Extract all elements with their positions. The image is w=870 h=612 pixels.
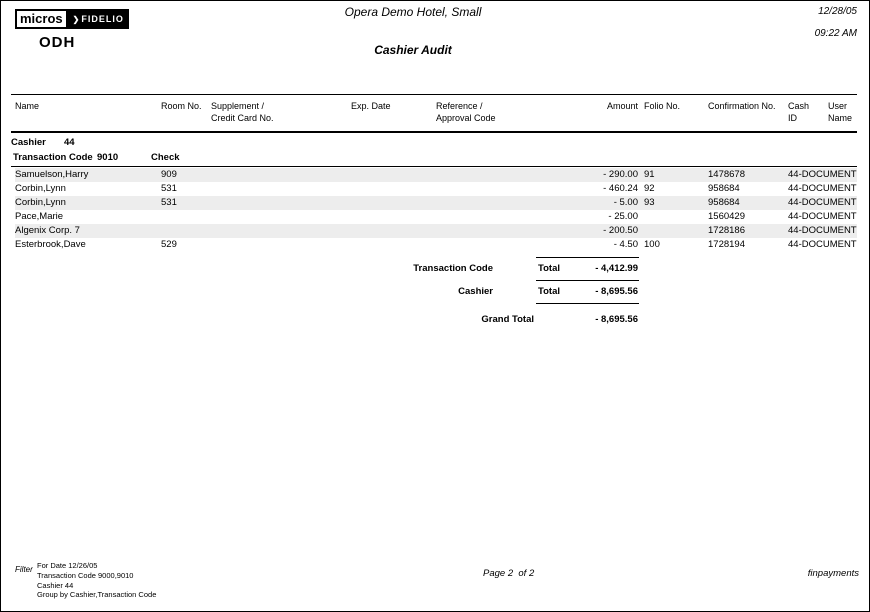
filter-line-transaction-code: Transaction Code 9000,9010: [37, 570, 134, 580]
report-title: Cashier Audit: [374, 43, 452, 57]
cell-confirmation: 1478678: [708, 169, 745, 180]
cashier-number: 44: [64, 137, 75, 148]
cell-supplement: [211, 182, 346, 196]
transaction-code-name: Check: [151, 152, 180, 163]
cell-confirmation: 1728186: [708, 225, 745, 236]
cell-room: [161, 210, 211, 224]
cell-folio: [638, 210, 708, 224]
filter-label: Filter: [15, 565, 33, 574]
cell-user: 44-DOCUMENT: [788, 197, 857, 208]
cell-supplement: [211, 168, 346, 182]
col-header-user-name: User Name: [828, 101, 853, 123]
table-row: [15, 196, 857, 210]
cell-amount: - 290.00: [603, 169, 638, 180]
cell-exp-date: [346, 196, 431, 210]
cell-supplement: [211, 238, 346, 252]
micros-logo-text: micros: [15, 9, 68, 29]
cell-reference: [431, 238, 561, 252]
cell-exp-date: [346, 210, 431, 224]
cashier-label: Cashier: [11, 137, 46, 148]
transaction-code-total-amount: - 4,412.99: [595, 263, 638, 274]
property-code: ODH: [39, 34, 76, 51]
cell-name: Esterbrook,Dave: [15, 239, 86, 250]
transaction-code-label: Transaction Code: [13, 152, 93, 163]
cell-supplement: [211, 224, 346, 238]
cell-user: 44-DOCUMENT: [788, 225, 857, 236]
col-header-cash-id: Cash ID: [788, 101, 810, 123]
cell-confirmation: 1560429: [708, 211, 745, 222]
col-header-name: Name: [15, 101, 40, 111]
col-header-amount: Amount: [606, 101, 638, 111]
cell-amount: - 5.00: [613, 197, 638, 208]
transaction-code-number: 9010: [97, 152, 119, 163]
cell-amount: - 200.50: [603, 225, 638, 236]
grand-total-amount: - 8,695.56: [595, 314, 638, 325]
cashier-total-label: Cashier: [458, 286, 493, 297]
table-row: [15, 168, 857, 182]
header-top-rule: [11, 94, 857, 95]
col-header-folio-no: Folio No.: [644, 101, 681, 111]
cell-supplement: [211, 196, 346, 210]
filter-criteria: [37, 561, 156, 600]
cashier-total-amount: - 8,695.56: [595, 286, 638, 297]
total-word: Total: [538, 263, 560, 274]
cell-reference: [431, 168, 561, 182]
cell-room: 531: [161, 183, 177, 194]
cell-name: Pace,Marie: [15, 211, 64, 222]
col-header-supplement: Supplement / Credit Card No.: [211, 101, 274, 123]
transaction-code-group-header: [13, 152, 180, 163]
cell-room: 909: [161, 169, 177, 180]
cell-exp-date: [346, 182, 431, 196]
cell-reference: [431, 210, 561, 224]
cell-amount: - 25.00: [608, 211, 638, 222]
cashier-total-top-rule: [536, 280, 639, 281]
cell-amount: - 4.50: [613, 239, 638, 250]
cell-folio: 93: [644, 197, 655, 208]
cell-reference: [431, 196, 561, 210]
transaction-code-total-label: Transaction Code: [413, 263, 493, 274]
cell-folio: [638, 224, 708, 238]
cell-exp-date: [346, 168, 431, 182]
cell-name: Algenix Corp. 7: [15, 225, 80, 236]
transaction-total-top-rule: [536, 257, 639, 258]
total-word: Total: [538, 286, 560, 297]
group-rule: [11, 166, 857, 167]
cell-room: [161, 224, 211, 238]
cashier-total-bottom-rule: [536, 303, 639, 304]
table-row: [15, 238, 857, 252]
cell-confirmation: 958684: [708, 183, 740, 194]
table-row: [15, 210, 857, 224]
grand-total-label: Grand Total: [481, 314, 534, 325]
cell-user: 44-DOCUMENT: [788, 169, 857, 180]
report-time: 09:22 AM: [814, 28, 857, 39]
table-header: [15, 100, 857, 124]
cell-name: Samuelson,Harry: [15, 169, 89, 180]
cell-name: Corbin,Lynn: [15, 197, 66, 208]
cell-user: 44-DOCUMENT: [788, 183, 857, 194]
header-bottom-rule: [11, 131, 857, 133]
cell-reference: [431, 182, 561, 196]
page-number: Page 2 of 2: [483, 568, 535, 579]
cell-folio: 100: [644, 239, 660, 250]
filter-line-cashier: Cashier 44: [37, 580, 74, 590]
report-file-name: finpayments: [807, 568, 859, 579]
table-row: [15, 182, 857, 196]
filter-line-group-by: Group by Cashier,Transaction Code: [37, 590, 157, 600]
cell-exp-date: [346, 224, 431, 238]
report-date: 12/28/05: [818, 6, 857, 17]
cell-name: Corbin,Lynn: [15, 183, 66, 194]
cell-exp-date: [346, 238, 431, 252]
cell-room: 531: [161, 197, 177, 208]
filter-line-date: For Date 12/26/05: [37, 561, 98, 570]
fidelio-label: FIDELIO: [81, 14, 124, 24]
cell-reference: [431, 224, 561, 238]
table-body: [15, 168, 857, 252]
hotel-name: Opera Demo Hotel, Small: [344, 5, 482, 19]
col-header-reference: Reference / Approval Code: [436, 101, 496, 123]
cashier-group-header: [11, 137, 75, 148]
cell-folio: 92: [644, 183, 655, 194]
cell-room: 529: [161, 239, 177, 250]
cell-confirmation: 958684: [708, 197, 740, 208]
cell-amount: - 460.24: [603, 183, 638, 194]
cell-user: 44-DOCUMENT: [788, 211, 857, 222]
cell-confirmation: 1728194: [708, 239, 745, 250]
cell-user: 44-DOCUMENT: [788, 239, 857, 250]
cell-folio: 91: [644, 169, 655, 180]
col-header-exp-date: Exp. Date: [351, 101, 391, 111]
table-row: [15, 224, 857, 238]
logo-arrow-icon: ❯: [72, 14, 81, 24]
cell-supplement: [211, 210, 346, 224]
col-header-room-no: Room No.: [161, 101, 202, 111]
col-header-confirmation-no: Confirmation No.: [708, 101, 776, 111]
